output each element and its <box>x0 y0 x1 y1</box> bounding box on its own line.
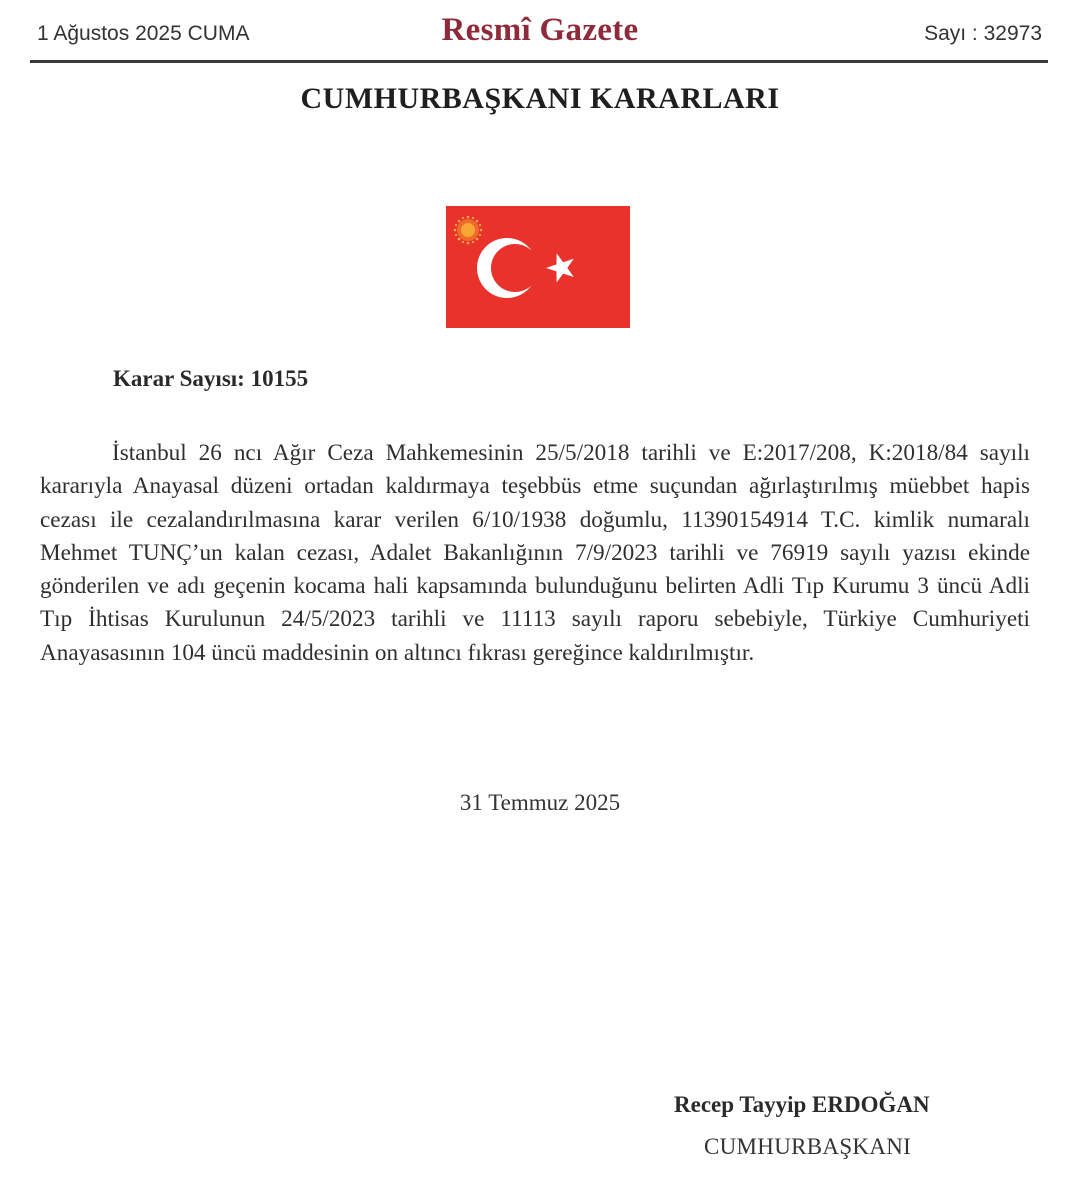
gazette-title: Resmî Gazete <box>441 12 639 48</box>
signatory-title: CUMHURBAŞKANI <box>704 1134 912 1159</box>
decision-date: 31 Temmuz 2025 <box>459 790 621 815</box>
section-title: CUMHURBAŞKANI KARARLARI <box>300 82 780 115</box>
turkish-flag-presidential-icon <box>446 206 630 328</box>
header-divider <box>30 60 1048 63</box>
signatory-name: Recep Tayyip ERDOĞAN <box>674 1092 930 1117</box>
decision-number: Karar Sayısı: 10155 <box>113 366 309 391</box>
decision-body: İstanbul 26 ncı Ağır Ceza Mahkemesinin 25/5/2018 tarihli ve E:2017/208, K:2018/84 sayılı kararıyla Anayasal düzeni ortadan kaldırmaya teşebbüs etme suçundan ağırlaştırılmış müebbet hapis cezası ile cezalandırılmasına karar verilen 6/10/1938 doğumlu, 11390154914 T.C. kimlik numaralı Mehmet TUNÇ’un kalan cezası, Adalet Bakanlığının 7/9/2023 tarihli ve 76919 sayılı yazısı ekinde gönderilen ve adı geçenin kocama hali kapsamında bulunduğunu belirten Adli Tıp Kurumu 3 üncü Adli Tıp İhtisas Kurulunun 24/5/2023 tarihli ve 11113 sayılı raporu sebebiyle, Türkiye Cumhuriyeti Anayasasının 104 üncü maddesinin on altıncı fıkrası gereğince kaldırılmıştır. <box>40 440 1030 666</box>
publication-date: 1 Ağustos 2025 CUMA <box>37 22 250 45</box>
gazette-header <box>0 0 1080 62</box>
issue-number: Sayı : 32973 <box>924 22 1042 45</box>
